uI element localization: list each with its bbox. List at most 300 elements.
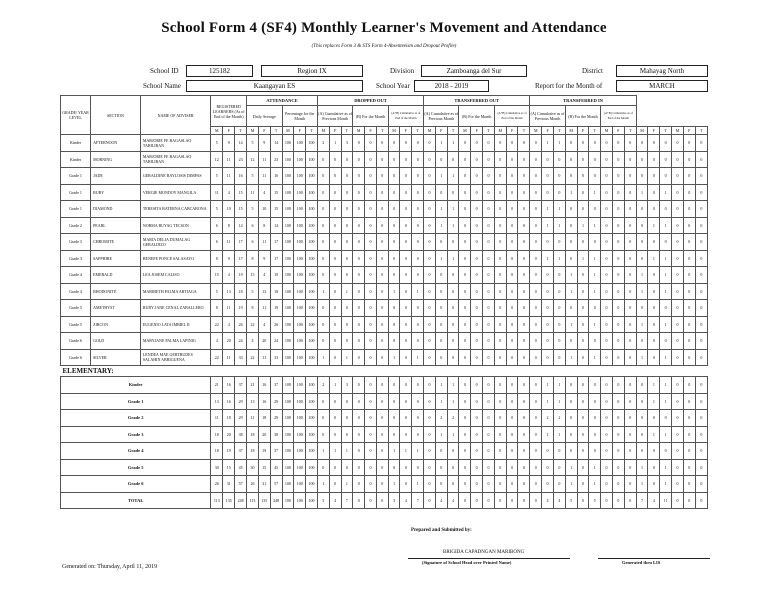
adviser-cell: EUGENIO LATA IMBIEL II bbox=[140, 316, 211, 333]
value-cell: 0 bbox=[424, 316, 436, 333]
summary-value: 100 bbox=[282, 410, 294, 427]
value-cell: 1 bbox=[636, 316, 648, 333]
summary-value: 5 bbox=[565, 492, 577, 509]
region-value: Region IX bbox=[261, 65, 363, 77]
summary-value: 1 bbox=[435, 426, 447, 443]
summary-value: 11 bbox=[247, 410, 259, 427]
value-cell: 0 bbox=[400, 267, 412, 284]
value-cell: 0 bbox=[365, 349, 377, 366]
value-cell: 0 bbox=[553, 168, 565, 185]
summary-value: 19 bbox=[223, 443, 235, 460]
value-cell: 0 bbox=[624, 316, 636, 333]
value-cell: 0 bbox=[672, 349, 684, 366]
value-cell: 22 bbox=[211, 349, 223, 366]
value-cell: 0 bbox=[412, 217, 424, 234]
summary-value: 0 bbox=[471, 492, 483, 509]
value-cell: 0 bbox=[376, 267, 388, 284]
value-cell: 0 bbox=[388, 184, 400, 201]
value-cell: 0 bbox=[412, 300, 424, 317]
summary-value: 0 bbox=[601, 410, 613, 427]
col-f: F bbox=[648, 127, 660, 135]
value-cell: 9 bbox=[223, 135, 235, 152]
value-cell: 0 bbox=[424, 333, 436, 350]
table-row bbox=[61, 283, 708, 300]
col-section: SECTION bbox=[91, 96, 141, 135]
col-m: M bbox=[459, 127, 471, 135]
value-cell: 0 bbox=[447, 300, 459, 317]
value-cell: 1 bbox=[447, 135, 459, 152]
value-cell: 0 bbox=[424, 267, 436, 284]
value-cell: 0 bbox=[518, 151, 530, 168]
summary-value: 0 bbox=[341, 393, 353, 410]
summary-value: 0 bbox=[483, 426, 495, 443]
summary-value: 1 bbox=[341, 476, 353, 493]
summary-value: 1 bbox=[388, 443, 400, 460]
summary-value: 100 bbox=[282, 377, 294, 394]
school-id-value: 125182 bbox=[186, 65, 253, 77]
summary-value: 1 bbox=[329, 443, 341, 460]
value-cell: 4 bbox=[258, 316, 270, 333]
summary-value: 0 bbox=[412, 410, 424, 427]
col-percentage: Percentage for the Month bbox=[282, 106, 317, 127]
summary-value: 0 bbox=[577, 492, 589, 509]
value-cell: 0 bbox=[518, 250, 530, 267]
col-t: T bbox=[412, 127, 424, 135]
value-cell: 1 bbox=[577, 217, 589, 234]
summary-value: 0 bbox=[672, 459, 684, 476]
value-cell: 0 bbox=[695, 250, 707, 267]
value-cell: 0 bbox=[542, 234, 554, 251]
value-cell: 0 bbox=[577, 135, 589, 152]
value-cell: 11 bbox=[258, 168, 270, 185]
summary-value: 0 bbox=[518, 492, 530, 509]
value-cell: 0 bbox=[695, 349, 707, 366]
value-cell: 0 bbox=[589, 300, 601, 317]
value-cell: 0 bbox=[589, 135, 601, 152]
value-cell: 24 bbox=[270, 333, 282, 350]
value-cell: 0 bbox=[683, 234, 695, 251]
value-cell: 0 bbox=[400, 316, 412, 333]
value-cell: 0 bbox=[506, 151, 518, 168]
value-cell: 0 bbox=[483, 168, 495, 185]
value-cell: 0 bbox=[624, 333, 636, 350]
summary-value: 0 bbox=[624, 492, 636, 509]
section-cell: RUBY bbox=[91, 184, 141, 201]
value-cell: 0 bbox=[601, 234, 613, 251]
value-cell: 1 bbox=[553, 250, 565, 267]
summary-value: 0 bbox=[612, 443, 624, 460]
value-cell: 0 bbox=[648, 349, 660, 366]
summary-value: 1 bbox=[660, 426, 672, 443]
summary-value: 20 bbox=[258, 426, 270, 443]
summary-value: 0 bbox=[376, 426, 388, 443]
summary-value: 135 bbox=[223, 492, 235, 509]
value-cell: 0 bbox=[341, 217, 353, 234]
value-cell: 0 bbox=[365, 333, 377, 350]
summary-value: 0 bbox=[518, 410, 530, 427]
value-cell: 0 bbox=[612, 349, 624, 366]
value-cell: 0 bbox=[341, 316, 353, 333]
table-row bbox=[61, 234, 708, 251]
summary-value: 1 bbox=[589, 476, 601, 493]
summary-value: 0 bbox=[542, 476, 554, 493]
value-cell: 0 bbox=[471, 201, 483, 218]
summary-value: 31 bbox=[223, 476, 235, 493]
summary-value: 1 bbox=[329, 377, 341, 394]
section-cell: CHROMITE bbox=[91, 234, 141, 251]
adviser-cell: MARIA DELIA DUMALAG GERALDIZO bbox=[140, 234, 211, 251]
section-cell: DIAMOND bbox=[91, 201, 141, 218]
summary-value: 0 bbox=[518, 426, 530, 443]
value-cell: 5 bbox=[247, 283, 259, 300]
value-cell: 0 bbox=[483, 283, 495, 300]
value-cell: 0 bbox=[542, 316, 554, 333]
summary-value: 0 bbox=[601, 426, 613, 443]
value-cell: 0 bbox=[435, 333, 447, 350]
summary-value: 0 bbox=[459, 492, 471, 509]
grade-cell: Grade 5 bbox=[61, 300, 91, 317]
form-subtitle: (This replaces Form 3 & STS Form 4-Absenteeism and Dropout Profile) bbox=[311, 44, 457, 49]
tin-cum-end: (A+B) Cumulative as of End of the Month bbox=[601, 106, 637, 127]
value-cell: 5 bbox=[247, 168, 259, 185]
value-cell: 33 bbox=[270, 349, 282, 366]
summary-value: 1 bbox=[447, 426, 459, 443]
value-cell: 0 bbox=[601, 333, 613, 350]
value-cell: 3 bbox=[341, 135, 353, 152]
value-cell: 0 bbox=[518, 283, 530, 300]
value-cell: 100 bbox=[306, 151, 318, 168]
col-f: F bbox=[400, 127, 412, 135]
summary-value: 0 bbox=[506, 377, 518, 394]
summary-value: 0 bbox=[494, 476, 506, 493]
value-cell: 4 bbox=[247, 333, 259, 350]
summary-value: 0 bbox=[577, 459, 589, 476]
summary-value: 29 bbox=[270, 393, 282, 410]
value-cell: 0 bbox=[459, 151, 471, 168]
value-cell: 0 bbox=[376, 234, 388, 251]
summary-value: 3 bbox=[388, 492, 400, 509]
summary-value: 0 bbox=[483, 377, 495, 394]
division-label: Division bbox=[390, 67, 415, 75]
value-cell: 1 bbox=[542, 135, 554, 152]
value-cell: 0 bbox=[424, 234, 436, 251]
summary-value: 1 bbox=[660, 393, 672, 410]
summary-value: 0 bbox=[447, 476, 459, 493]
value-cell: 14 bbox=[270, 135, 282, 152]
value-cell: 100 bbox=[282, 184, 294, 201]
summary-value: 0 bbox=[471, 410, 483, 427]
value-cell: 1 bbox=[412, 349, 424, 366]
value-cell: 0 bbox=[636, 217, 648, 234]
summary-value: 0 bbox=[365, 459, 377, 476]
value-cell: 5 bbox=[211, 201, 223, 218]
summary-value: 4 bbox=[553, 492, 565, 509]
col-t: T bbox=[483, 127, 495, 135]
summary-value: 0 bbox=[589, 377, 601, 394]
summary-value: 0 bbox=[553, 459, 565, 476]
value-cell: 0 bbox=[424, 151, 436, 168]
summary-value: 1 bbox=[542, 377, 554, 394]
summary-value: 0 bbox=[518, 377, 530, 394]
summary-value: 0 bbox=[648, 443, 660, 460]
school-name-value: Kaangayan ES bbox=[186, 80, 363, 92]
summary-value: 1 bbox=[660, 476, 672, 493]
value-cell: 0 bbox=[317, 316, 329, 333]
section-cell: ZIRCON bbox=[91, 316, 141, 333]
summary-value: 0 bbox=[672, 476, 684, 493]
value-cell: 0 bbox=[660, 168, 672, 185]
value-cell: 0 bbox=[400, 184, 412, 201]
summary-value: 0 bbox=[317, 459, 329, 476]
value-cell: 0 bbox=[542, 151, 554, 168]
value-cell: 1 bbox=[636, 267, 648, 284]
summary-value: 0 bbox=[695, 377, 707, 394]
value-cell: 11 bbox=[211, 184, 223, 201]
value-cell: 1 bbox=[589, 349, 601, 366]
summary-value: 0 bbox=[400, 476, 412, 493]
summary-value: 29 bbox=[270, 410, 282, 427]
value-cell: 11 bbox=[258, 151, 270, 168]
summary-value: 100 bbox=[282, 459, 294, 476]
summary-value: 1 bbox=[542, 393, 554, 410]
summary-value: 0 bbox=[695, 443, 707, 460]
value-cell: 0 bbox=[317, 250, 329, 267]
summary-value: 0 bbox=[365, 410, 377, 427]
value-cell: 0 bbox=[506, 349, 518, 366]
summary-value: 0 bbox=[494, 459, 506, 476]
value-cell: 0 bbox=[553, 267, 565, 284]
grade-cell: Grade 1 bbox=[61, 184, 91, 201]
value-cell: 0 bbox=[376, 217, 388, 234]
summary-value: 57 bbox=[270, 476, 282, 493]
summary-value: 0 bbox=[542, 459, 554, 476]
summary-value: 0 bbox=[530, 393, 542, 410]
value-cell: 0 bbox=[506, 234, 518, 251]
summary-value: 0 bbox=[695, 476, 707, 493]
summary-value: 0 bbox=[388, 377, 400, 394]
summary-value: 0 bbox=[424, 476, 436, 493]
value-cell: 0 bbox=[412, 333, 424, 350]
value-cell: 5 bbox=[211, 283, 223, 300]
value-cell: 0 bbox=[683, 184, 695, 201]
summary-value: 0 bbox=[518, 393, 530, 410]
summary-value: 0 bbox=[494, 443, 506, 460]
value-cell: 0 bbox=[471, 184, 483, 201]
value-cell: 0 bbox=[530, 151, 542, 168]
value-cell: 1 bbox=[388, 349, 400, 366]
summary-value: 0 bbox=[376, 476, 388, 493]
summary-value: 0 bbox=[353, 459, 365, 476]
summary-value: 18 bbox=[223, 410, 235, 427]
summary-value: 37 bbox=[270, 443, 282, 460]
value-cell: 4 bbox=[258, 184, 270, 201]
value-cell: 0 bbox=[329, 250, 341, 267]
value-cell: 0 bbox=[494, 168, 506, 185]
summary-value: 1 bbox=[435, 377, 447, 394]
summary-value: 0 bbox=[435, 476, 447, 493]
summary-value: 0 bbox=[636, 443, 648, 460]
value-cell: 0 bbox=[400, 217, 412, 234]
section-cell: SAPPHIRE bbox=[91, 250, 141, 267]
value-cell: 0 bbox=[471, 316, 483, 333]
value-cell: 18 bbox=[235, 283, 247, 300]
summary-value: 0 bbox=[612, 492, 624, 509]
summary-value: 100 bbox=[306, 476, 318, 493]
value-cell: 0 bbox=[376, 135, 388, 152]
value-cell: 1 bbox=[589, 184, 601, 201]
adviser-cell: MARYJANE PALMA LAPINIG bbox=[140, 333, 211, 350]
value-cell: 0 bbox=[459, 316, 471, 333]
value-cell: 16 bbox=[270, 168, 282, 185]
value-cell: 1 bbox=[447, 201, 459, 218]
summary-value: 38 bbox=[270, 426, 282, 443]
summary-value: 1 bbox=[636, 459, 648, 476]
value-cell: 19 bbox=[270, 267, 282, 284]
summary-value: 0 bbox=[683, 393, 695, 410]
adviser-cell: MARJORIE FE BAGASLAO TABILIRAN bbox=[140, 135, 211, 152]
value-cell: 6 bbox=[211, 217, 223, 234]
value-cell: 100 bbox=[282, 250, 294, 267]
summary-value: 0 bbox=[506, 492, 518, 509]
summary-value: 20 bbox=[223, 426, 235, 443]
value-cell: 0 bbox=[376, 168, 388, 185]
summary-value: 100 bbox=[306, 492, 318, 509]
value-cell: 0 bbox=[577, 151, 589, 168]
value-cell: 2 bbox=[317, 135, 329, 152]
value-cell: 0 bbox=[447, 184, 459, 201]
value-cell: 0 bbox=[648, 151, 660, 168]
value-cell: 17 bbox=[270, 250, 282, 267]
summary-value: 0 bbox=[424, 377, 436, 394]
value-cell: 0 bbox=[695, 151, 707, 168]
value-cell: 100 bbox=[294, 267, 306, 284]
value-cell: 0 bbox=[530, 184, 542, 201]
value-cell: 0 bbox=[672, 168, 684, 185]
value-cell: 0 bbox=[518, 349, 530, 366]
summary-value: 15 bbox=[223, 459, 235, 476]
value-cell: 0 bbox=[624, 201, 636, 218]
elementary-label: ELEMENTARY: bbox=[61, 366, 708, 377]
summary-value: 0 bbox=[506, 393, 518, 410]
value-cell: 0 bbox=[424, 168, 436, 185]
value-cell: 0 bbox=[412, 250, 424, 267]
value-cell: 0 bbox=[612, 333, 624, 350]
summary-value: 0 bbox=[565, 410, 577, 427]
col-transferred-in: TRANSFERRED IN bbox=[530, 96, 636, 106]
value-cell: 100 bbox=[294, 168, 306, 185]
summary-value: 0 bbox=[341, 459, 353, 476]
value-cell: 0 bbox=[353, 135, 365, 152]
value-cell: 0 bbox=[483, 184, 495, 201]
value-cell: 0 bbox=[695, 184, 707, 201]
summary-value: 1 bbox=[660, 459, 672, 476]
value-cell: 0 bbox=[565, 217, 577, 234]
value-cell: 22 bbox=[247, 349, 259, 366]
value-cell: 0 bbox=[483, 201, 495, 218]
value-cell: 1 bbox=[589, 283, 601, 300]
summary-row bbox=[61, 426, 708, 443]
value-cell: 0 bbox=[365, 234, 377, 251]
value-cell: 1 bbox=[341, 283, 353, 300]
value-cell: 100 bbox=[306, 135, 318, 152]
value-cell: 0 bbox=[683, 135, 695, 152]
value-cell: 100 bbox=[282, 283, 294, 300]
grade-cell: Grade 4 bbox=[61, 267, 91, 284]
summary-level: Kinder bbox=[61, 377, 211, 394]
summary-value: 0 bbox=[565, 426, 577, 443]
col-m: M bbox=[530, 127, 542, 135]
summary-value: 2 bbox=[317, 377, 329, 394]
summary-value: 18 bbox=[211, 443, 223, 460]
value-cell: 6 bbox=[247, 217, 259, 234]
value-cell: 0 bbox=[612, 316, 624, 333]
summary-value: 0 bbox=[636, 377, 648, 394]
value-cell: 1 bbox=[660, 267, 672, 284]
summary-value: 0 bbox=[494, 393, 506, 410]
value-cell: 0 bbox=[435, 349, 447, 366]
col-m: M bbox=[388, 127, 400, 135]
summary-value: 0 bbox=[553, 476, 565, 493]
summary-value: 1 bbox=[553, 377, 565, 394]
summary-value: 0 bbox=[683, 492, 695, 509]
summary-value: 0 bbox=[424, 459, 436, 476]
summary-value: 2 bbox=[435, 410, 447, 427]
value-cell: 0 bbox=[400, 135, 412, 152]
value-cell: 0 bbox=[601, 217, 613, 234]
summary-value: 100 bbox=[294, 410, 306, 427]
value-cell: 4 bbox=[211, 333, 223, 350]
summary-value: 248 bbox=[270, 492, 282, 509]
summary-value: 1 bbox=[412, 443, 424, 460]
value-cell: 22 bbox=[247, 316, 259, 333]
value-cell: 0 bbox=[400, 333, 412, 350]
summary-value: 100 bbox=[282, 393, 294, 410]
value-cell: 0 bbox=[648, 283, 660, 300]
value-cell: 0 bbox=[612, 151, 624, 168]
summary-value: 0 bbox=[530, 443, 542, 460]
value-cell: 0 bbox=[624, 267, 636, 284]
value-cell: 0 bbox=[424, 250, 436, 267]
table-row bbox=[61, 184, 708, 201]
report-month-label: Report for the Month of bbox=[535, 82, 603, 90]
value-cell: 1 bbox=[660, 316, 672, 333]
value-cell: 1 bbox=[542, 250, 554, 267]
summary-value: 0 bbox=[329, 393, 341, 410]
summary-value: 0 bbox=[683, 443, 695, 460]
value-cell: 0 bbox=[589, 168, 601, 185]
value-cell: 0 bbox=[412, 135, 424, 152]
summary-value: 0 bbox=[424, 443, 436, 460]
value-cell: 0 bbox=[494, 300, 506, 317]
value-cell: 0 bbox=[353, 316, 365, 333]
value-cell: 0 bbox=[376, 184, 388, 201]
section-cell: PEARL bbox=[91, 217, 141, 234]
value-cell: 0 bbox=[317, 267, 329, 284]
summary-level: Grade 3 bbox=[61, 426, 211, 443]
value-cell: 0 bbox=[483, 234, 495, 251]
col-f: F bbox=[365, 127, 377, 135]
summary-value: 0 bbox=[624, 443, 636, 460]
summary-value: 0 bbox=[483, 476, 495, 493]
value-cell: 0 bbox=[636, 168, 648, 185]
value-cell: 0 bbox=[341, 267, 353, 284]
col-attendance: ATTENDANCE bbox=[247, 96, 318, 106]
tin-cum-prev: (A) Cumulative as of Previous Month bbox=[530, 106, 565, 127]
summary-value: 0 bbox=[624, 393, 636, 410]
value-cell: 5 bbox=[211, 135, 223, 152]
summary-value: 0 bbox=[483, 492, 495, 509]
value-cell: 0 bbox=[329, 316, 341, 333]
